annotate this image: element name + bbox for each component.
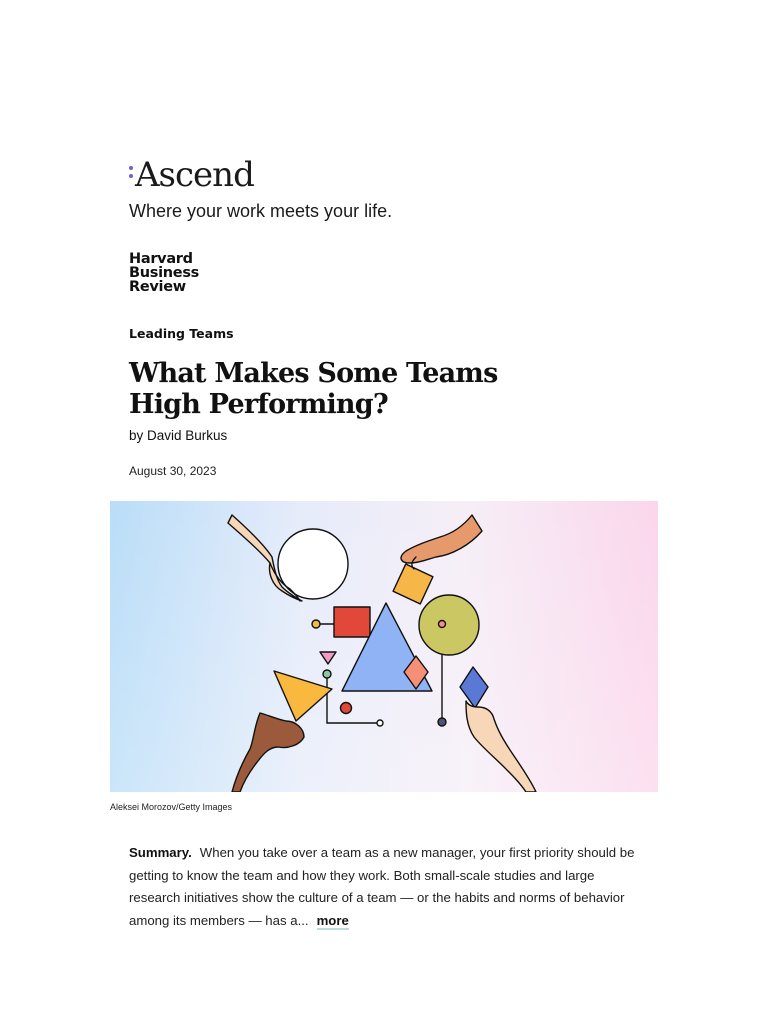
diamond-orange-shape	[393, 564, 433, 604]
hand-top-right	[401, 515, 482, 563]
brand-name: Ascend	[135, 155, 254, 195]
hbr-logo-line: Business	[129, 265, 199, 281]
more-link[interactable]: more	[316, 912, 349, 928]
image-credit: Aleksei Morozov/Getty Images	[110, 802, 233, 812]
hero-image	[110, 501, 658, 792]
topic-link[interactable]: Leading Teams	[129, 326, 234, 341]
dot-navy	[438, 718, 446, 726]
publish-date: August 30, 2023	[129, 464, 217, 478]
dot-orange	[312, 620, 320, 628]
byline: by David Burkus	[129, 428, 228, 443]
hbr-logo[interactable]	[129, 252, 199, 294]
summary-label: Summary.	[129, 845, 192, 860]
dot-salmon	[439, 621, 446, 628]
article-summary	[129, 842, 649, 932]
brand-tagline: Where your work meets your life.	[129, 201, 393, 221]
hbr-logo-line: Harvard	[129, 251, 193, 267]
title-line: High Performing?	[129, 389, 388, 420]
hand-bottom-left	[232, 713, 304, 792]
title-line: What Makes Some Teams	[129, 358, 498, 389]
triangle-yellow-shape	[274, 671, 332, 721]
hbr-logo-line: Review	[129, 279, 186, 295]
hand-bottom-right	[466, 701, 536, 792]
dot-green	[323, 670, 331, 678]
dot-red	[341, 703, 352, 714]
hero-illustration	[110, 501, 658, 792]
triangle-pink-shape	[320, 652, 336, 664]
dot-white	[377, 720, 383, 726]
summary-text: When you take over a team as a new manager, your first priority should be getting to know the team and how they work. Both small-scale studies and large research initiatives show the culture of a team — or the habits and norms of behavior among its members — has a...	[129, 845, 635, 928]
ascend-logo[interactable]	[129, 152, 254, 195]
article-title	[129, 358, 549, 420]
diamond-blue-shape	[460, 667, 488, 708]
logo-dots-icon	[129, 166, 133, 178]
circle-olive-shape	[419, 595, 479, 655]
square-red-shape	[334, 607, 370, 637]
